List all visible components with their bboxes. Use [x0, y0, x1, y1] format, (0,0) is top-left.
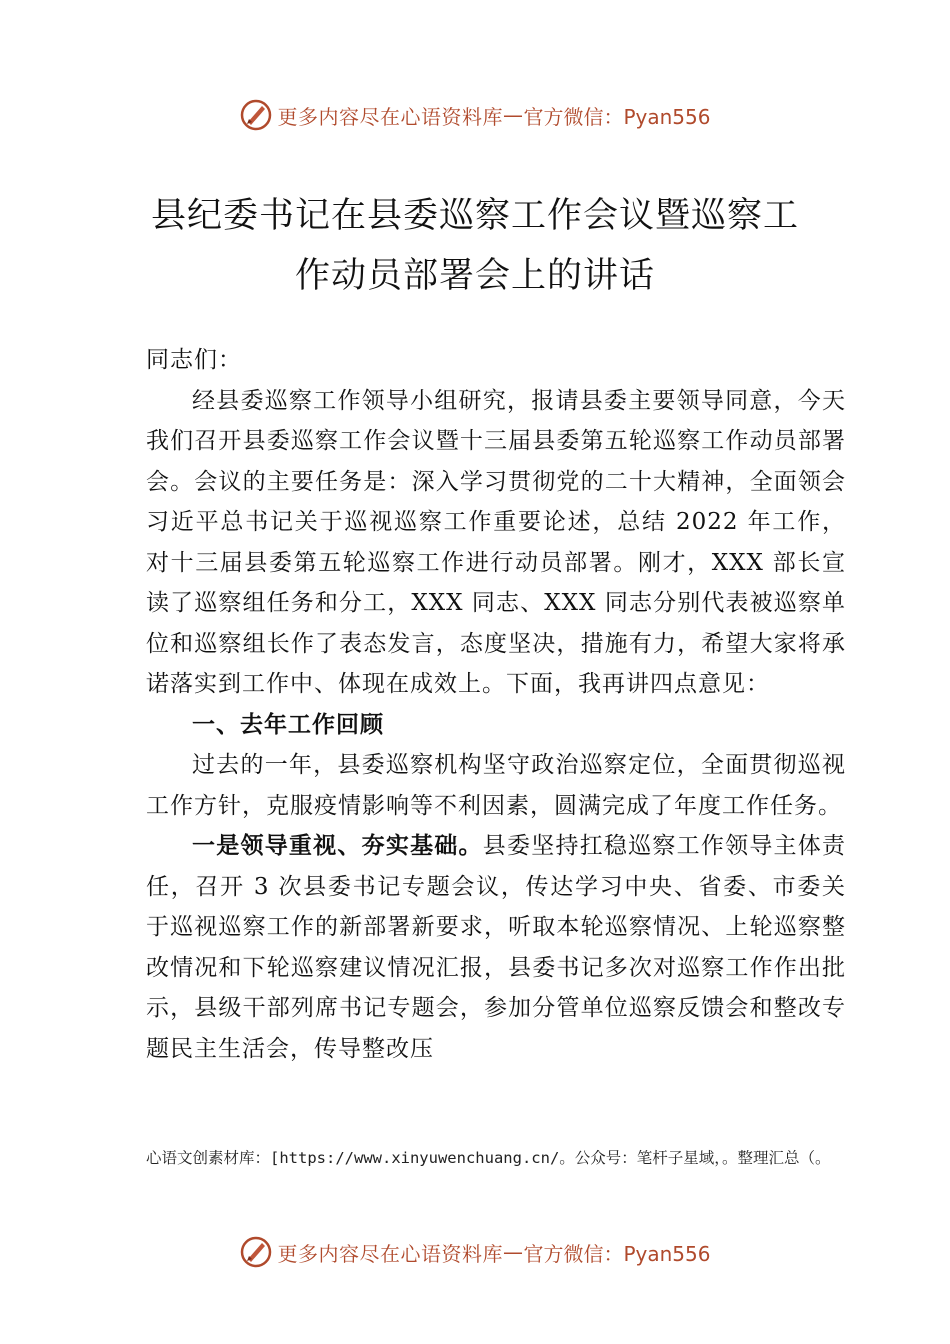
banner-separator: — — [502, 103, 524, 127]
paragraph-point-1 — [146, 826, 846, 1069]
point-1-text: 县委坚持扛稳巡察工作领导主体责任，召开 3 次县委书记专题会议，传达学习中央、省委、市委关于巡视巡察工作的新部署新要求，听取本轮巡察情况、上轮巡察整改情况和下轮巡察建议情况汇报，县委书记多次对巡察工作作出批示，县级干部列席书记专题会，参加分管单位巡察反馈会和整改专题民主生活会，传导整改压 — [146, 833, 847, 1062]
banner-text: 更多内容尽在心语资料库 — [277, 104, 503, 129]
brand-logo-icon — [239, 98, 273, 132]
banner-text: 更多内容尽在心语资料库 — [277, 1241, 503, 1266]
footer-banner — [0, 1230, 950, 1274]
banner-separator: — — [502, 1240, 524, 1264]
brand-logo-icon — [239, 1235, 273, 1269]
point-1-lead: 一是领导重视、夯实基础。 — [192, 833, 483, 859]
document-title-line-1: 县纪委书记在县委巡察工作会议暨巡察工 — [150, 196, 799, 236]
source-note: 心语文创素材库：[https://www.xinyuwenchuang.cn/。公众号：笔杆子星域，。整理汇总（。 — [146, 1149, 831, 1167]
salutation: 同志们： — [146, 347, 242, 373]
header-banner — [0, 93, 950, 137]
paragraph-review: 过去的一年，县委巡察机构坚守政治巡察定位，全面贯彻巡视工作方针，克服疫情影响等不利因素，圆满完成了年度工作任务。 — [146, 752, 846, 819]
banner-wechat: 官方微信：Pyan556 — [523, 104, 711, 129]
document-title-line-2: 作动员部署会上的讲话 — [294, 256, 655, 296]
paragraph-intro: 经县委巡察工作领导小组研究，报请县委主要领导同意，今天我们召开县委巡察工作会议暨十三届县委第五轮巡察工作动员部署会。会议的主要任务是：深入学习贯彻党的二十大精神，全面领会习近平总书记关于巡视巡察工作重要论述，总结 2022 年工作，对十三届县委第五轮巡察工作进行动员部署。刚才，XXX 部长宣读了巡察组任务和分工，XXX 同志、XXX 同志分别代表被巡察单位和巡察组长作了表态发言，态度坚决，措施有力，希望大家将承诺落实到工作中、体现在成效上。下面，我再讲四点意见： — [146, 387, 846, 697]
banner-wechat: 官方微信：Pyan556 — [523, 1241, 711, 1266]
section-heading: 一、去年工作回顾 — [192, 711, 384, 738]
document-body — [146, 340, 846, 1069]
